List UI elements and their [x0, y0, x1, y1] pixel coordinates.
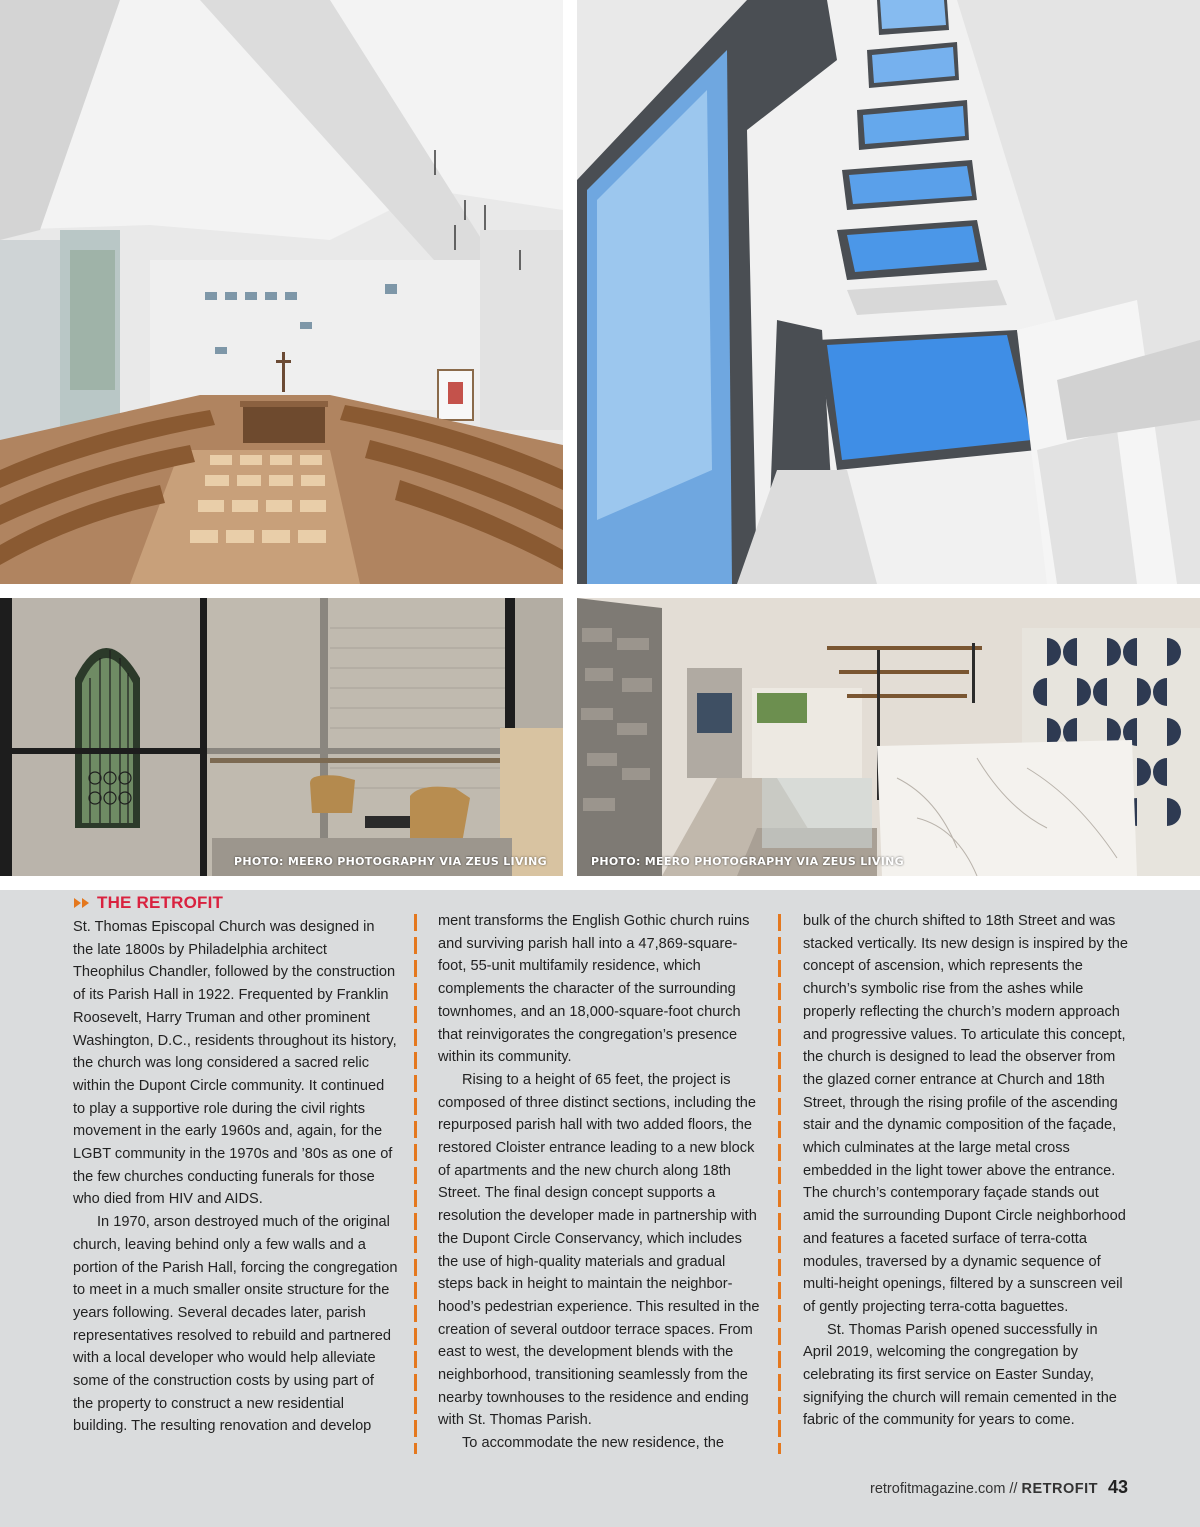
- photo-light-tower-windows: [577, 0, 1200, 584]
- paragraph: bulk of the church shifted to 18th Street and was stacked vertically. Its new design is inspired by the concept of ascension, which represents the church’s symbolic rise from the ashes while properly reflecting the church’s modern approach and progressive values. To articulate this concept, the church is designed to lead the observer from the glazed corner entrance at Church and 18th Street, through the rising profile of the ascending stair and the dynamic composition of the façade, which culminates at the large metal cross embedded in the light tower above the entrance. The church’s contemporary façade stands out amid the surrounding Dupont Circle neighborhood and features a faceted surface of terra-cotta modules, traversed by a dynamic sequence of multi-height openings, filtered by a sunscreen veil of gently projecting terra-cotta baguettes.: [803, 913, 1128, 1315]
- footer-separator: //: [1009, 1481, 1018, 1497]
- section-heading: [73, 892, 223, 914]
- photo-credit: PHOTO: MEERO PHOTOGRAPHY VIA ZEUS LIVING: [591, 855, 904, 868]
- column-divider: [778, 914, 781, 1454]
- article-column-2: [438, 910, 763, 1455]
- footer-website: retrofitmagazine.com: [870, 1481, 1006, 1497]
- column-divider: [414, 914, 417, 1454]
- cloister-illustration: [0, 598, 563, 876]
- section-heading-text: THE RETROFIT: [97, 892, 224, 912]
- photo-cloister-entrance: [0, 598, 563, 876]
- page-footer: [870, 1477, 1128, 1498]
- lobby-illustration: [577, 598, 1200, 876]
- photo-residential-lobby: [577, 598, 1200, 876]
- article-column-3: [803, 910, 1128, 1432]
- article-column-1: [73, 892, 398, 1438]
- paragraph: St. Thomas Parish opened successfully in April 2019, welcoming the congregation by celebrating its first service on Easter Sunday, signifying the church will remain cemented in the fabric of the community for years to come.: [803, 1321, 1117, 1429]
- paragraph: To accommodate the new residence, the: [462, 1435, 725, 1452]
- photo-church-sanctuary: [0, 0, 563, 584]
- page-number: 43: [1107, 1477, 1128, 1497]
- paragraph: Rising to a height of 65 feet, the project is composed of three distinct sections, including the repurposed parish hall with two added floors, the restored Cloister entrance leading to a new block of apartments and the new church along 18th Street. The final design concept supports a resolution the developer made in partnership with the Dupont Circle Conservancy, which includes the use of high-quality materials and gradual steps back in height to maintain the neighborhood’s pedestrian experience. This resulted in the creation of several outdoor terrace spaces. From east to west, the development blends with the neighborhood, transitioning seamlessly from the nearby townhouses to the residence and ending with St. Thomas Parish.: [438, 1071, 760, 1429]
- paragraph: In 1970, arson destroyed much of the original church, leaving behind only a few walls and a portion of the Parish Hall, forcing the congregation to meet in a much smaller onsite structure for the years following. Several decades later, parish representatives resolved to rebuild and partnered with a local developer who would help alleviate some of the construction costs by using part of the property to construct a new residential building. The resulting renovation and develop: [73, 1214, 398, 1435]
- light-tower-illustration: [577, 0, 1200, 584]
- sanctuary-illustration: [0, 0, 563, 584]
- footer-brand: RETROFIT: [1021, 1481, 1098, 1497]
- paragraph: St. Thomas Episcopal Church was designed in the late 1800s by Philadelphia architect Theophilus Chandler, followed by the construction of its Parish Hall in 1922. Frequented by Franklin Roosevelt, Harry Truman and other prominent Washington, D.C., residents throughout its history, the church was long considered a sacred relic within the Dupont Circle community. It continued to play a supportive role during the civil rights movement in the early 1960s and, again, for the LGBT community in the 1970s and ’80s as one of the few churches conducting funerals for those who died from HIV and AIDS.: [73, 919, 397, 1208]
- article-panel: [0, 890, 1200, 1527]
- double-chevron-right-icon: [73, 897, 93, 909]
- photo-credit: PHOTO: MEERO PHOTOGRAPHY VIA ZEUS LIVING: [234, 855, 547, 868]
- paragraph: ment transforms the English Gothic church ruins and surviving parish hall into a 47,869-square-foot, 55-unit multifamily residence, which complements the character of the surrounding townhomes, and an 18,000-square-foot church that reinvigorates the congregation’s presence within its community.: [438, 913, 750, 1066]
